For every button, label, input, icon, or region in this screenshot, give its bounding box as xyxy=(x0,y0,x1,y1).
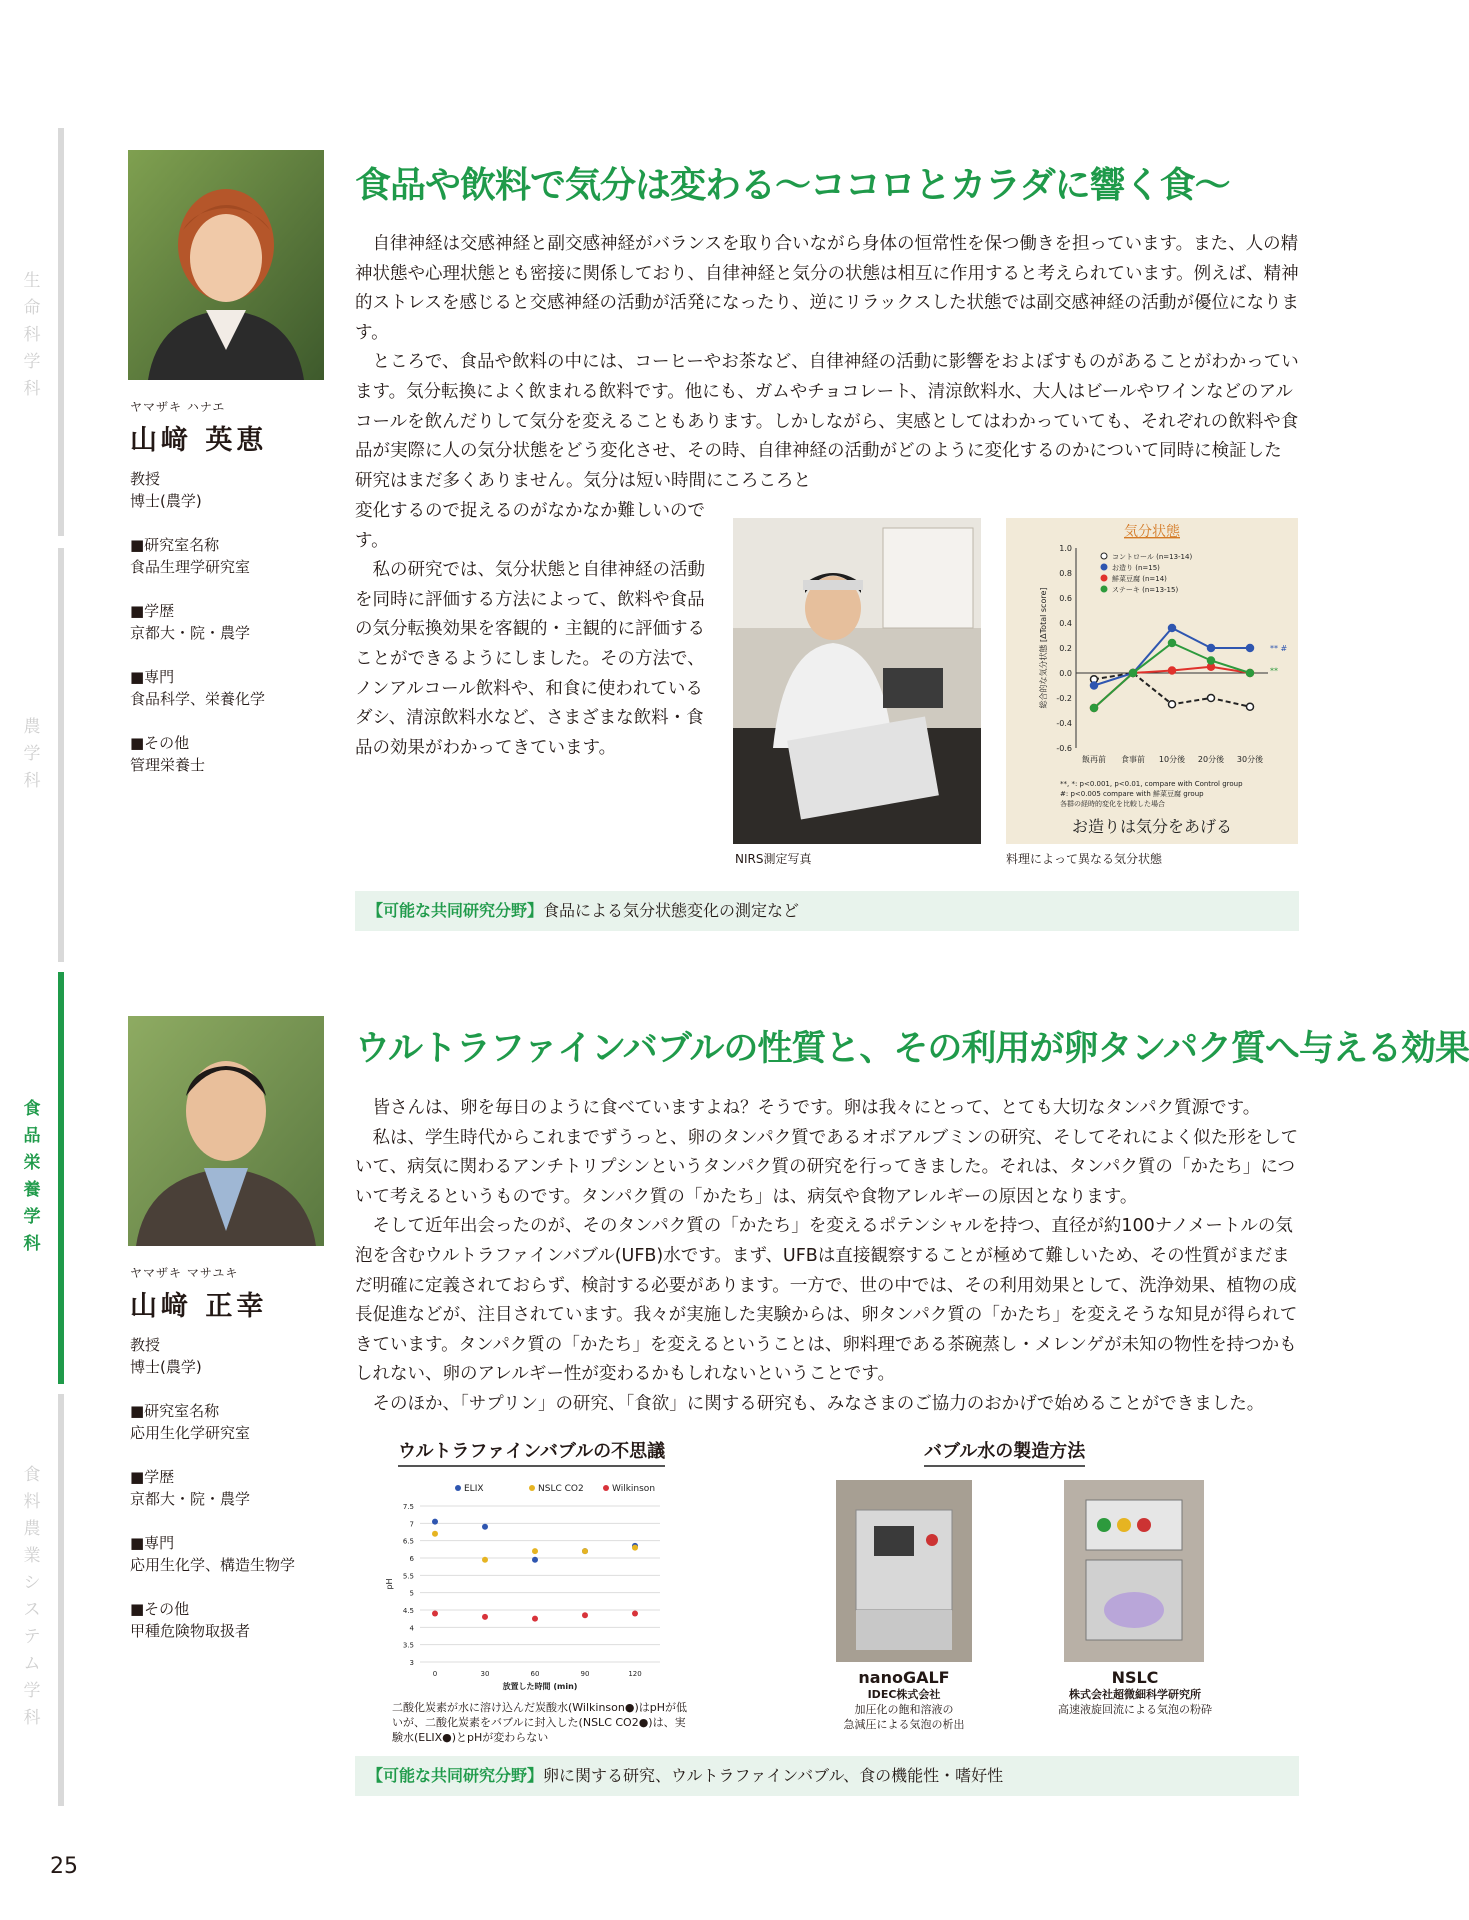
y-tick-label: 0.2 xyxy=(1059,644,1072,653)
side-index-bar-1 xyxy=(58,128,64,536)
collab-text: 食品による気分状態変化の測定など xyxy=(543,901,800,920)
chart-note: 各群の経時的変化を比較した場合 xyxy=(1060,800,1165,808)
legend-marker xyxy=(1101,586,1107,592)
collab-text: 卵に関する研究、ウルトラファインバブル、食の機能性・嗜好性 xyxy=(543,1766,1004,1785)
paragraph: そして近年出会ったのが、そのタンパク質の「かたち」を変えるポテンシャルを持つ、直径が約100ナノメートルの気泡を含むウルトラファインバブル(UFB)水です。まず、UFBは直接観察することが極めて難しいため、その性質がまだまだ明確に定義されておらず、検討する必要があります。一方で、世の中では、その利用効果として、洗浄効果、植物の成長促進などが、注目されています。我々が実施した実験からは、卵タンパク質の「かたち」を変えそうな知見が得られてきています。タンパク質の「かたち」を変えるということは、卵料理である茶碗蒸し・メレンゲが未知の物性を持つかもしれない、卵のアレルギー性が変わるかもしれないということです。 xyxy=(355,1216,1298,1385)
data-point xyxy=(1169,701,1176,708)
edu: 京都大・院・農学 xyxy=(130,624,251,642)
paragraph: 変化するので捉えるのがなかなか難しいのです。 xyxy=(355,501,705,551)
y-tick-label: 4 xyxy=(409,1624,414,1633)
chart-title: 気分状態 xyxy=(1124,524,1180,540)
maker-company: IDEC株式会社 xyxy=(867,1688,941,1701)
maker-name: nanoGALF xyxy=(858,1668,950,1687)
data-point xyxy=(1247,645,1254,652)
lab-label: ■研究室名称 xyxy=(130,1402,220,1420)
body-text-1b xyxy=(355,497,711,763)
side-index-bar-4 xyxy=(58,1394,64,1806)
legend-entry: コントロール (n=13-14) xyxy=(1112,553,1193,561)
y-tick-label: 3.5 xyxy=(402,1641,414,1650)
paragraph: ところで、食品や飲料の中には、コーヒーやお茶など、自律神経の活動に影響をおよぼすものがあることがわかっています。気分転換によく飲まれる飲料です。他にも、ガムやチョコレート、清涼飲料水、大人はビールやワインなどのアルコールを飲んだりして気分を変えることもあります。しかしながら、実感としてはわかっていても、それぞれの飲料や食品が実際に人の気分状態をどう変化させ、その時、自律神経の活動がどのように変化するのかについて同時に検証した研究はまだ多くありません。気分は短い時間にころころと xyxy=(355,352,1299,491)
legend-entry: NSLC CO2 xyxy=(538,1484,584,1494)
side-index-label-4: 食料農業システム学科 xyxy=(23,1465,41,1728)
y-tick-label: 7 xyxy=(409,1520,414,1529)
maker-company: 株式会社超微細科学研究所 xyxy=(1069,1688,1201,1701)
y-tick-label: 1.0 xyxy=(1059,544,1072,553)
maker-desc: 加圧化の飽和溶液の xyxy=(854,1703,954,1716)
body-text-2 xyxy=(355,1094,1299,1420)
paragraph: そのほか、「サプリン」の研究、「食欲」に関する研究も、みなさまのご協力のおかげで始めることができました。 xyxy=(372,1393,1265,1414)
body-text-1 xyxy=(355,230,1299,496)
other: 甲種危険物取扱者 xyxy=(130,1622,251,1640)
maker-1 xyxy=(826,1668,982,1732)
degree: 博士(農学) xyxy=(130,1358,202,1376)
collab-box-2 xyxy=(355,1756,1299,1796)
person-name-1: 山﨑 英恵 xyxy=(130,425,268,456)
chart-caption-1: 料理によって異なる気分状態 xyxy=(1006,852,1163,866)
data-point xyxy=(532,1548,538,1554)
lab-label: ■研究室名称 xyxy=(130,536,220,554)
other-label: ■その他 xyxy=(130,1600,190,1618)
collab-label: 【可能な共同研究分野】 xyxy=(367,1766,544,1785)
position: 教授 xyxy=(130,470,161,488)
legend-marker xyxy=(1101,564,1107,570)
data-point xyxy=(482,1557,488,1563)
data-point xyxy=(1091,705,1098,712)
data-point xyxy=(482,1614,488,1620)
legend-marker xyxy=(1101,575,1107,581)
chart-note: #: p<0.005 compare with 鮮菜豆腐 group xyxy=(1060,790,1204,798)
nirs-photo xyxy=(733,518,981,844)
spec-label: ■専門 xyxy=(130,668,175,686)
chart-note: **, *: p<0.001, p<0.01, compare with Control group xyxy=(1060,780,1243,788)
edu: 京都大・院・農学 xyxy=(130,1490,251,1508)
y-tick-label: 0.0 xyxy=(1059,669,1072,678)
paragraph: 私は、学生時代からこれまでずうっと、卵のタンパク質であるオボアルブミンの研究、そしてそれによく似た形をしていて、病気に関わるアンチトリプシンというタンパク質の研究を行ってきました。それは、タンパク質の「かたち」について考えるというものです。タンパク質の「かたち」は、病気や食物アレルギーの原因となります。 xyxy=(355,1127,1299,1207)
x-tick-label: 30分後 xyxy=(1236,755,1264,764)
spec: 応用生化学、構造生物学 xyxy=(130,1556,296,1574)
y-tick-label: 4.5 xyxy=(402,1607,414,1615)
side-index-label-1: 生命科学科 xyxy=(23,271,41,399)
kana-name-2: ヤマザキ マサユキ xyxy=(130,1266,239,1280)
x-axis-label: 放置した時間 (min) xyxy=(502,1682,578,1691)
other: 管理栄養士 xyxy=(130,756,206,774)
data-point xyxy=(1247,703,1254,710)
y-tick-label: 6 xyxy=(409,1555,414,1563)
legend-entry: ステーキ (n=13-15) xyxy=(1112,586,1179,594)
paragraph: 私の研究では、気分状態と自律神経の活動を同時に評価する方法によって、飲料や食品の気分転換効果を客観的・主観的に評価することができるようにしました。その方法で、ノンアルコール飲料や、和食に使われているダシ、清涼飲料水など、さまざまな飲料・食品の効果がわかってきています。 xyxy=(355,560,705,758)
data-point xyxy=(582,1548,588,1554)
edu-label: ■学歴 xyxy=(130,1468,175,1486)
legend-marker xyxy=(603,1485,609,1491)
data-point xyxy=(1091,682,1098,689)
page-number: 25 xyxy=(50,1854,78,1879)
ufb-chart-caption: 二酸化炭素が水に溶け込んだ炭酸水(Wilkinson●)はpHが低いが、二酸化炭素をバブルに封入した(NSLC CO2●)は、実験水(ELIX●)とpHが変わらない xyxy=(392,1701,688,1744)
data-point xyxy=(1208,657,1215,664)
data-point xyxy=(632,1610,638,1616)
data-point xyxy=(1169,640,1176,647)
person-name-2: 山﨑 正幸 xyxy=(130,1291,268,1322)
x-tick-label: 食事前 xyxy=(1121,755,1145,764)
data-point xyxy=(1130,670,1137,677)
x-tick-label: 0 xyxy=(432,1670,438,1678)
side-index-label-2: 農学科 xyxy=(23,717,41,791)
x-tick-label: 10分後 xyxy=(1158,755,1186,764)
y-tick-label: 0.6 xyxy=(1059,594,1072,603)
legend-marker xyxy=(529,1485,535,1491)
spec: 食品科学、栄養化学 xyxy=(130,690,266,708)
maker-title: バブル水の製造方法 xyxy=(924,1437,1085,1467)
photo-caption: NIRS測定写真 xyxy=(735,852,812,866)
y-axis-label: 総合的な気分状態 [ΔTotal score] xyxy=(1039,587,1048,709)
x-tick-label: 90 xyxy=(580,1670,590,1678)
mood-line-chart xyxy=(1006,518,1298,844)
x-tick-label: 60 xyxy=(530,1670,540,1678)
y-tick-label: -0.4 xyxy=(1056,719,1072,728)
y-tick-label: 0.8 xyxy=(1059,569,1072,578)
series-line xyxy=(1094,628,1250,686)
collab-box-1 xyxy=(355,891,1299,931)
side-index-label-3: 食品栄養学科 xyxy=(23,1099,41,1254)
side-index-bar-2 xyxy=(58,548,64,962)
y-tick-label: -0.6 xyxy=(1056,744,1072,753)
data-point xyxy=(1169,667,1176,674)
profile-info-2 xyxy=(130,1334,295,1664)
data-point xyxy=(532,1616,538,1622)
y-tick-label: 0.4 xyxy=(1059,619,1072,628)
paragraph: 皆さんは、卵を毎日のように食べていますよね？そうです。卵は我々にとって、とても大切なタンパク質源です。 xyxy=(372,1098,1261,1118)
x-tick-label: 120 xyxy=(628,1670,642,1678)
legend-marker xyxy=(1101,553,1107,559)
data-point xyxy=(432,1519,438,1525)
kana-name-1: ヤマザキ ハナエ xyxy=(130,400,226,414)
nanogalf-photo xyxy=(836,1480,972,1662)
maker-name: NSLC xyxy=(1111,1668,1159,1687)
profile-photo-1 xyxy=(128,150,324,380)
y-tick-label: 5.5 xyxy=(402,1572,414,1581)
position: 教授 xyxy=(130,1336,161,1354)
significance-mark: ** xyxy=(1270,666,1278,676)
other-label: ■その他 xyxy=(130,734,190,752)
data-point xyxy=(1208,695,1215,702)
legend-entry: ELIX xyxy=(464,1484,484,1494)
maker-2 xyxy=(1040,1668,1230,1717)
profile-info-1 xyxy=(130,468,265,798)
collab-label: 【可能な共同研究分野】 xyxy=(367,901,544,920)
legend-entry: Wilkinson xyxy=(612,1484,656,1494)
data-point xyxy=(482,1524,488,1530)
degree: 博士(農学) xyxy=(130,492,202,510)
data-point xyxy=(1208,645,1215,652)
paragraph: 自律神経は交感神経と副交感神経がバランスを取り合いながら身体の恒常性を保つ働きを担っています。また、人の精神状態や心理状態とも密接に関係しており、自律神経と気分の状態は相互に作用すると考えられています。例えば、精神的ストレスを感じると交感神経の活動が活発になったり、逆にリラックスした状態では副交感神経の活動が優位になります。 xyxy=(355,234,1299,343)
lab-name: 食品生理学研究室 xyxy=(130,558,251,576)
chart-footer: お造りは気分をあげる xyxy=(1071,817,1233,836)
profile-photo-2 xyxy=(128,1016,324,1246)
x-tick-label: 飯再前 xyxy=(1082,755,1106,764)
side-index-bar-3 xyxy=(58,972,64,1384)
legend-entry: お造り (n=15) xyxy=(1112,564,1160,572)
significance-mark: ** # xyxy=(1270,644,1288,653)
data-point xyxy=(1169,625,1176,632)
data-point xyxy=(582,1612,588,1618)
data-point xyxy=(632,1545,638,1551)
edu-label: ■学歴 xyxy=(130,602,175,620)
article-title-1: 食品や飲料で気分は変わる～ココロとカラダに響く食～ xyxy=(355,165,1230,206)
article-title-2: ウルトラファインバブルの性質と、その利用が卵タンパク質へ与える効果 xyxy=(355,1029,1469,1069)
y-tick-label: 6.5 xyxy=(402,1537,414,1546)
nslc-photo xyxy=(1064,1480,1204,1662)
y-tick-label: -0.2 xyxy=(1056,694,1072,703)
x-tick-label: 20分後 xyxy=(1197,755,1225,764)
maker-desc: 高速液旋回流による気泡の粉砕 xyxy=(1058,1703,1212,1716)
lab-name: 応用生化学研究室 xyxy=(130,1424,251,1442)
data-point xyxy=(432,1531,438,1537)
data-point xyxy=(532,1557,538,1563)
mood-chart-panel xyxy=(1006,518,1298,844)
ph-scatter-chart xyxy=(370,1476,670,1691)
data-point xyxy=(1247,670,1254,677)
y-axis-label: pH xyxy=(385,1578,394,1590)
legend-entry: 鮮菜豆腐 (n=14) xyxy=(1112,575,1167,583)
y-tick-label: 7.5 xyxy=(402,1503,414,1511)
series-line xyxy=(1094,643,1250,708)
y-tick-label: 5 xyxy=(409,1589,414,1598)
data-point xyxy=(432,1610,438,1616)
spec-label: ■専門 xyxy=(130,1534,175,1552)
ufb-chart-title: ウルトラファインバブルの不思議 xyxy=(398,1437,665,1467)
maker-desc: 急減圧による気泡の析出 xyxy=(843,1718,965,1731)
legend-marker xyxy=(455,1485,461,1491)
y-tick-label: 3 xyxy=(409,1659,414,1667)
x-tick-label: 30 xyxy=(480,1670,490,1678)
